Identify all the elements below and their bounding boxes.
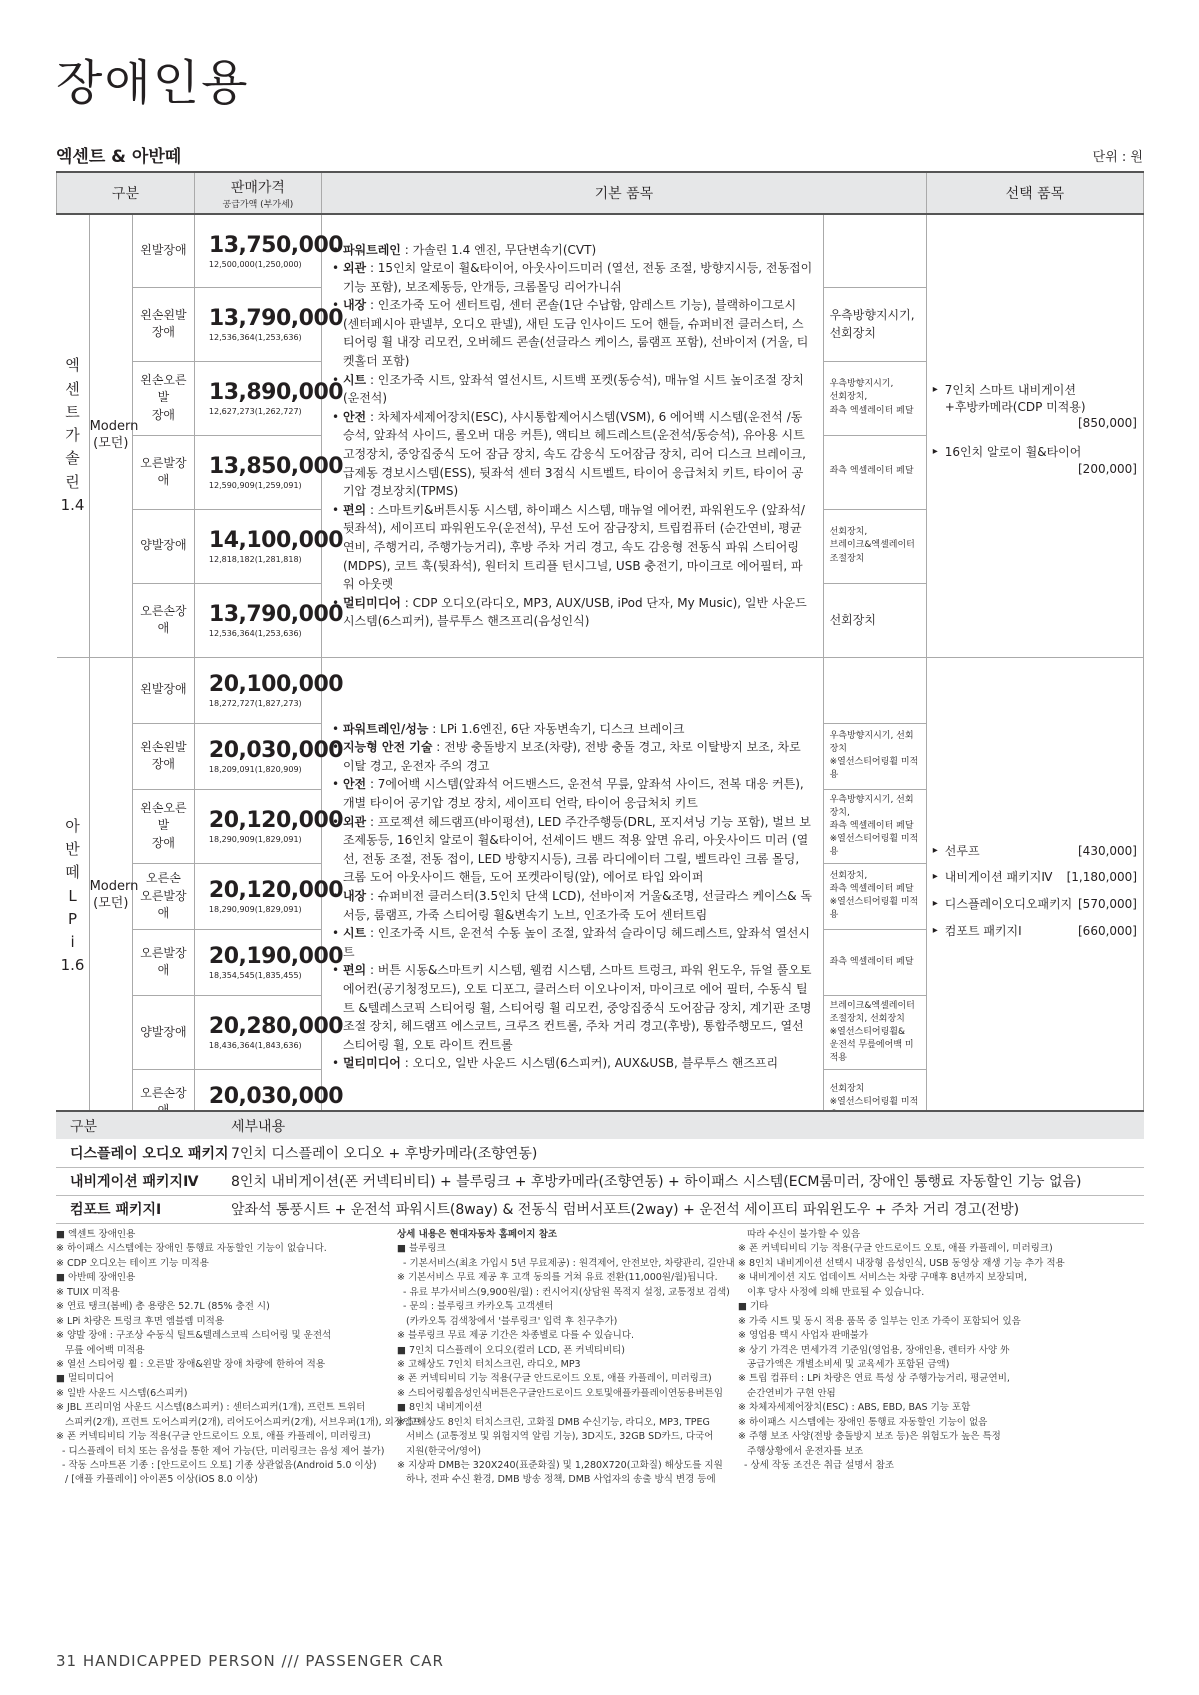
price-cell: [194, 361, 344, 435]
note-line: - 작동 스마트폰 기종 : [안드로이드 오토] 기종 상관없음(Android 5.0 이상): [56, 1460, 377, 1471]
trim-name: 왼발장애: [132, 214, 194, 287]
note-line: ※ 고해상도 8인치 터치스크린, 고화질 DMB 수신기능, 라디오, MP3, TPEG: [397, 1416, 710, 1428]
price-cell: [194, 929, 344, 995]
note-line: ※ CDP 오디오는 테이프 기능 미적용: [56, 1257, 209, 1269]
note-line: ※ JBL 프리미엄 사운드 시스템(8스피커) : 센터스피커(1개), 프런트 트위터: [56, 1402, 366, 1414]
price-cell: [194, 723, 344, 789]
option-cell: 우측방향지시기, 선회장치 ※열선스티어링휠 미적용: [823, 723, 926, 789]
price-value: 13,750,000: [208, 232, 344, 258]
price-cell: [194, 435, 344, 509]
package-head-category: 구분: [56, 1111, 231, 1139]
trim-name: 오른손 오른발장애: [132, 863, 194, 929]
select-items: [926, 214, 1143, 657]
notes-column-3: [738, 1228, 1065, 1473]
price-value: 20,120,000: [208, 808, 344, 834]
note-line: ※ 하이패스 시스템에는 장애인 통행료 자동할인 기능이 없음: [738, 1416, 988, 1428]
note-line: - 문의 : 블루링크 카카오톡 고객센터: [397, 1301, 554, 1313]
price-supply: 18,436,364(1,843,636): [208, 1041, 302, 1051]
option-cell: 선회장치, 좌측 엑셀레이터 페달 ※열선스티어링휠 미적용: [823, 863, 926, 929]
price-supply: 12,627,273(1,262,727): [208, 407, 302, 416]
note-line: ※ 상기 가격은 면세가격 기준임(영업용, 장애인용, 렌터카 사양 外: [738, 1344, 1010, 1356]
table-row: [57, 214, 1144, 287]
basic-item: • 멀티미디어 : CDP 오디오(라디오, MP3, AUX/USB, iPod 단자, My Music), 일반 사운드 시스템(6스피커), 블루투스 핸즈프리(음성인식): [332, 594, 813, 631]
note-line: ※ 열선 스티어링 휠 : 오른발 장애&왼발 장애 차량에 한하여 적용: [56, 1358, 326, 1370]
select-item: ▸ 16인치 알로이 휠&타이어 [200,000]: [933, 444, 1137, 478]
header-price: 판매가격 공급가액 (부가세): [194, 172, 321, 214]
trim-name: 오른발장애: [132, 929, 194, 995]
price-supply: 18,354,545(1,835,455): [208, 971, 302, 981]
note-line: ※ 하이패스 시스템에는 장애인 통행료 자동할인 기능이 없습니다.: [56, 1243, 327, 1255]
package-name: 컴포트 패키지Ⅰ: [56, 1195, 231, 1223]
price-supply: 18,290,909(1,829,091): [208, 905, 302, 915]
package-detail: 8인치 내비게이션(폰 커넥티비티) + 블루링크 + 후방카메라(조향연동) + 하이패스 시스템(ECM룸미러, 장애인 통행료 자동할인 기능 없음): [231, 1167, 1144, 1195]
price-value: 14,100,000: [208, 528, 344, 553]
basic-item: • 외관 : 15인치 알로이 휠&타이어, 아웃사이드미러 (열선, 전동 조절, 방향지시등, 전동접이 기능 포함), 보조제동등, 안개등, 크롬몰딩 리어가니쉬: [332, 259, 813, 296]
price-value: 20,120,000: [208, 878, 344, 904]
page-title: 장애인용: [56, 55, 250, 111]
package-name: 내비게이션 패키지Ⅳ: [56, 1167, 231, 1195]
note-line: 순간연비가 구현 안됨: [738, 1387, 836, 1399]
trim-name: 오른발장애: [132, 435, 194, 509]
trim-label: Modern (모던): [89, 214, 132, 657]
note-line: 스피커(2개), 프런트 도어스피커(2개), 리어도어스피커(2개), 서브우퍼(1개), 외장앰프: [56, 1416, 422, 1428]
option-cell: [823, 657, 926, 723]
basic-item: • 지능형 안전 기술 : 전방 충돌방지 보조(차량), 전방 충돌 경고, 차로 이탈방지 보조, 차로 이탈 경고, 운전자 주의 경고: [332, 738, 813, 775]
option-cell: 우측방향지시기, 선회장치, 좌측 엑셀레이터 페달: [823, 361, 926, 435]
note-line: 하나, 전파 수신 환경, DMB 방송 정책, DMB 사업자의 송출 방식 변경 등에: [397, 1474, 716, 1486]
note-line: 공급가액은 개별소비세 및 교육세가 포함된 금액): [738, 1358, 950, 1370]
note-line: 따라 수신이 불가할 수 있음: [738, 1229, 861, 1240]
package-table: [56, 1110, 1144, 1224]
note-line: / [애플 카플레이] 아이폰5 이상(iOS 8.0 이상): [56, 1474, 258, 1486]
option-cell: 선회장치: [823, 583, 926, 657]
note-line: ※ 연료 탱크(봄베) 총 용량은 52.7L (85% 충전 시): [56, 1301, 270, 1313]
price-supply: 18,290,909(1,829,091): [208, 835, 302, 845]
note-line: ※ 지상파 DMB는 320X240(표준화질) 및 1,280X720(고화질) 해상도를 지원: [397, 1460, 723, 1471]
note-line: ※ 트립 컴퓨터 : LPi 차량은 연료 특성 상 주행가능거리, 평균연비,: [738, 1373, 1010, 1385]
price-supply: 12,818,182(1,281,818): [208, 555, 302, 564]
note-line: ※ 내비게이션 지도 업데이트 서비스는 차량 구매후 8년까지 보장되며,: [738, 1272, 1027, 1284]
note-line: 무릎 에어백 미적용: [56, 1344, 145, 1356]
select-item: ▸ 디스플레이오디오패키지 [570,000]: [933, 896, 1137, 913]
note-line: ※ 일반 사운드 시스템(6스피커): [56, 1387, 188, 1399]
basic-item: • 내장 : 인조가죽 도어 센터트림, 센터 콘솔(1단 수납함, 암레스트 기능), 블랙하이그로시 (센터페시아 판넬부, 오디오 판넬), 새틴 도금 인사이드 도어 핸들, 슈퍼비전 클러스터, 스티어링 휠 내장 리모컨, 오버헤드 콘솔(선글라스 케이스, 룸램프 포함), 선바이저 (거울, 티켓홀더 포함): [332, 296, 813, 370]
price-value: 13,790,000: [208, 602, 344, 627]
engine-label: 엑 센 트 가 솔 린 1.4: [57, 214, 90, 657]
basic-item: • 멀티미디어 : 오디오, 일반 사운드 시스템(6스피커), AUX&USB, 블루투스 핸즈프리: [332, 1054, 813, 1073]
price-cell: [194, 657, 344, 723]
note-line: - 디스플레이 터치 또는 음성을 통한 제어 가능(단, 미러링크는 음성 제어 불가): [56, 1445, 385, 1457]
page-footer: 31 HANDICAPPED PERSON /// PASSENGER CAR: [56, 1652, 444, 1670]
package-head-detail: 세부내용: [231, 1111, 1144, 1139]
note-line: ※ TUIX 미적용: [56, 1286, 120, 1298]
price-supply: 12,590,909(1,259,091): [208, 481, 302, 490]
trim-name: 왼손오른발 장애: [132, 361, 194, 435]
note-line: ■ 블루링크: [397, 1243, 446, 1255]
price-supply: 12,536,364(1,253,636): [208, 629, 302, 638]
engine-label: 아 반 떼 L P i 1.6: [57, 657, 90, 1135]
select-item: ▸ 컴포트 패키지Ⅰ [660,000]: [933, 923, 1137, 940]
price-supply: 12,536,364(1,253,636): [208, 333, 302, 342]
price-supply: 18,272,727(1,827,273): [208, 699, 302, 708]
basic-items: [321, 657, 823, 1135]
price-value: 20,030,000: [208, 738, 344, 763]
package-name: 디스플레이 오디오 패키지: [56, 1139, 231, 1167]
basic-item: • 외관 : 프로젝션 헤드램프(바이펑션), LED 주간주행등(DRL, 포지셔닝 기능 포함), 벌브 보조제동등, 16인치 알로이 휠&타이어, 선셰이드 밴드 적용 앞면 유리, 아웃사이드 미러 (열선, 전동 조절, 전동 접이, LED 방향지시등), 크롬 라디에이터 그릴, 벨트라인 크롬 몰딩, 크롬 도어 아웃사이드 핸들, 도어 포켓라이팅(앞), 에어로 타입 와이퍼: [332, 813, 813, 887]
package-row: [56, 1139, 1144, 1167]
notes-column-1: [56, 1228, 421, 1488]
option-cell: 우측방향지시기, 선회장치, 좌측 엑셀레이터 페달 ※열선스티어링휠 미적용: [823, 789, 926, 863]
option-cell: 선회장치 ※열선스티어링휠 미적: [823, 1069, 926, 1135]
option-cell: 브레이크&엑셀레이터 조절장치, 선회장치 ※열선스티어링휠& 운전석 무릎에어백 미적용: [823, 995, 926, 1069]
price-supply: 18,209,091(1,820,909): [208, 765, 302, 774]
basic-item: • 내장 : 슈퍼비전 클러스터(3.5인치 단색 LCD), 선바이저 거울&조명, 선글라스 케이스& 독서등, 룸램프, 가죽 스티어링 휠&변속기 노브, 인조가죽 도어 센터트림: [332, 887, 813, 924]
basic-item: • 안전 : 7에어백 시스템(앞좌석 어드밴스드, 운전석 무릎, 앞좌석 사이드, 전복 대응 커튼), 개별 타이어 공기압 경보 장치, 세이프티 언락, 타이어 응급처치 키트: [332, 775, 813, 812]
price-supply: 12,500,000(1,250,000): [208, 259, 302, 269]
note-line: ※ 양발 장애 : 구조상 수동식 틸트&텔레스코픽 스티어링 및 운전석: [56, 1330, 332, 1342]
trim-name: 양발장애: [132, 509, 194, 583]
note-line: ※ 기본서비스 무료 제공 후 고객 동의를 거쳐 유료 전환(11,000원/월)됩니다.: [397, 1272, 718, 1284]
trim-name: 오른손장: [132, 1069, 194, 1135]
header-category: 구분: [57, 172, 195, 214]
option-cell: 우측방향지시기, 선회장치: [823, 287, 926, 361]
price-cell: [194, 583, 344, 657]
price-cell: [194, 509, 344, 583]
price-value: 20,190,000: [208, 944, 344, 970]
note-line: ※ 폰 커넥티비티 기능 적용(구글 안드로이드 오토, 애플 카플레이, 미러링크): [738, 1243, 1053, 1255]
unit-label: 단위 : 원: [1092, 150, 1143, 165]
price-cell: [194, 214, 344, 287]
note-line: ※ LPi 차량은 트렁크 후면 엠블렘 미적용: [56, 1315, 225, 1327]
price-value: 20,030,000: [208, 1084, 344, 1110]
basic-item: • 파워트레인/성능 : LPi 1.6엔진, 6단 자동변속기, 디스크 브레이크: [332, 720, 813, 739]
note-line: ※ 폰 커넥티비티 기능 적용(구글 안드로이드 오토, 애플 카플레이, 미러링크): [56, 1431, 371, 1443]
note-line: - 상세 작동 조건은 취급 설명서 참조: [738, 1460, 895, 1471]
price-value: 20,100,000: [208, 672, 344, 697]
basic-item: • 파워트레인 : 가솔린 1.4 엔진, 무단변속기(CVT): [332, 241, 813, 260]
package-row: [56, 1167, 1144, 1195]
trim-name: 왼손왼발장애: [132, 287, 194, 361]
section-title: 엑센트 & 아반떼: [56, 147, 182, 167]
note-line: ※ 영업용 택시 사업자 판매불가: [738, 1330, 869, 1342]
option-cell: 좌측 엑셀레이터 페달: [823, 435, 926, 509]
option-cell: [823, 214, 926, 287]
basic-item: • 시트 : 인조가죽 시트, 앞좌석 열선시트, 시트백 포켓(동승석), 매뉴얼 시트 높이조절 장치(운전석): [332, 371, 813, 408]
select-item: ▸ 7인치 스마트 내비게이션 +후방카메라(CDP 미적용) [850,000]: [933, 382, 1137, 432]
price-cell: [194, 287, 344, 361]
table-row: [57, 657, 1144, 723]
package-row: [56, 1195, 1144, 1223]
note-line: ※ 블루링크 무료 제공 기간은 차종별로 다를 수 있습니다.: [397, 1330, 635, 1342]
basic-item: • 시트 : 인조가죽 시트, 운전석 수동 높이 조절, 앞좌석 슬라이딩 헤드레스트, 앞좌석 열선시트: [332, 924, 813, 961]
note-line: ※ 주행 보조 사양(전방 충돌방지 보조 등)은 위험도가 높은 특정: [738, 1431, 1001, 1443]
note-line: 주행상황에서 운전자를 보조: [738, 1445, 864, 1457]
notes-column-2: [397, 1228, 735, 1488]
price-value: 13,850,000: [208, 454, 344, 479]
note-line: ■ 7인치 디스플레이 오디오(컬러 LCD, 폰 커넥티비티): [397, 1344, 625, 1356]
note-line: - 기본서비스(최초 가입시 5년 무료제공) : 원격제어, 안전보안, 차량관리, 길안내: [397, 1257, 735, 1269]
select-items: [926, 657, 1143, 1135]
note-line: - 유료 부가서비스(9,900원/월) : 컨시어지(상담원 목적지 설정, 교통정보 검색): [397, 1286, 730, 1298]
note-line: ※ 가죽 시트 및 동시 적용 품목 중 일부는 인조 가죽이 포함되어 있음: [738, 1315, 1021, 1327]
package-detail: 7인치 디스플레이 오디오 + 후방카메라(조향연동): [231, 1139, 1144, 1167]
trim-name: 양발장애: [132, 995, 194, 1069]
price-value: 13,790,000: [208, 306, 344, 331]
trim-name: 왼손오른발 장애: [132, 789, 194, 863]
price-value: 13,890,000: [208, 380, 344, 405]
note-line: 지원(한국어/영어): [397, 1445, 481, 1457]
basic-item: • 편의 : 버튼 시동&스마트키 시스템, 웰컴 시스템, 스마트 트렁크, 파워 윈도우, 듀얼 풀오토 에어컨(공기청정모드), 오토 디포그, 클러스터 이오나이저, 마이크로 에어 필터, 수동식 틸트 &텔레스코픽 스티어링 휠, 스티어링 휠 리모컨, 중앙집중식 도어잠금 장치, 계기판 조명 조절 장치, 헤드램프 에스코트, 크루즈 컨트롤, 주차 거리 경고(후방), 통합주행모드, 열선 스티어링 휠, 오토 라이트 컨트롤: [332, 961, 813, 1054]
price-cell: [194, 995, 344, 1069]
note-line: ■ 아반떼 장애인용: [56, 1272, 136, 1284]
trim-name: 오른손장애: [132, 583, 194, 657]
note-line: ※ 8인치 내비게이션 선택시 내장형 음성인식, USB 동영상 재생 기능 추가 적용: [738, 1257, 1065, 1269]
basic-item: • 편의 : 스마트키&버튼시동 시스템, 하이패스 시스템, 매뉴얼 에어컨, 파워윈도우 (앞좌석/뒷좌석), 세이프티 파워윈도우(운전석), 무선 도어 잠금장치, 트립컴퓨터 (순간연비, 평균연비, 주행거리, 주행가능거리), 후방 주차 거리 경고, 속도 감응형 전동식 파워 스티어링(MDPS), 코트 훅(뒷좌석), 원터치 트리플 턴시그널, USB 충전기, 마이크로 에어필터, 파워 아웃렛: [332, 501, 813, 594]
note-line: ■ 기타: [738, 1301, 769, 1313]
select-item: ▸ 선루프 [430,000]: [933, 843, 1137, 860]
note-line: (카카오톡 검색창에서 '블루링크' 입력 후 친구추가): [397, 1315, 618, 1327]
basic-items: [321, 214, 823, 657]
note-line: 상세 내용은 현대자동차 홈페이지 참조: [397, 1229, 558, 1240]
option-cell: 선회장치, 브레이크&엑셀레이터 조절장치: [823, 509, 926, 583]
trim-name: 왼발장애: [132, 657, 194, 723]
option-cell: 좌측 엑셀레이터 페달: [823, 929, 926, 995]
select-item: ▸ 내비게이션 패키지Ⅳ [1,180,000]: [933, 869, 1137, 886]
note-line: ※ 차체자세제어장치(ESC) : ABS, EBD, BAS 기능 포함: [738, 1402, 971, 1414]
package-detail: 앞좌석 통풍시트 + 운전석 파워시트(8way) & 전동식 럼버서포트(2way) + 운전석 세이프티 파워윈도우 + 주차 거리 경고(전방): [231, 1195, 1144, 1223]
price-table: [56, 171, 1144, 1136]
note-line: ■ 멀티미디어: [56, 1373, 114, 1385]
header-basic: 기본 품목: [321, 172, 926, 214]
price-cell: [194, 863, 344, 929]
note-line: ※ 스티어링휠음성인식버튼은구글안드로이드 오토및애플카플레이연동용버튼임: [397, 1387, 724, 1399]
note-line: 서비스 (교통정보 및 위험지역 알림 기능), 3D지도, 32GB SD카드, 다국어: [397, 1431, 714, 1443]
note-line: ※ 폰 커넥티비티 기능 적용(구글 안드로이드 오토, 애플 카플레이, 미러링크): [397, 1373, 712, 1385]
basic-item: • 안전 : 차체자세제어장치(ESC), 샤시통합제어시스템(VSM), 6 에어백 시스템(운전석 /동승석, 앞좌석 사이드, 롤오버 대응 커튼), 액티브 헤드레스트(운전석/동승석), 유아용 시트 고정장치, 중앙집중식 도어 잠금 장치, 속도 감응식 도어잠금 장치, 리어 디스크 브레이크, 급제동 경보시스템(ESS), 뒷좌석 센터 3점식 시트벨트, 타이어 응급처치 키트, 타이어 공기압 경보장치(TPMS): [332, 408, 813, 501]
note-line: ※ 고해상도 7인치 터치스크린, 라디오, MP3: [397, 1358, 581, 1370]
note-line: 이후 당사 사정에 의해 만료될 수 있습니다.: [738, 1286, 925, 1298]
trim-label: Modern (모던): [89, 657, 132, 1135]
price-cell: [194, 789, 344, 863]
header-select: 선택 품목: [926, 172, 1143, 214]
price-value: 20,280,000: [208, 1014, 344, 1040]
note-line: ■ 8인치 내비게이션: [397, 1402, 483, 1414]
trim-name: 왼손왼발장애: [132, 723, 194, 789]
note-line: ■ 엑센트 장애인용: [56, 1229, 136, 1240]
